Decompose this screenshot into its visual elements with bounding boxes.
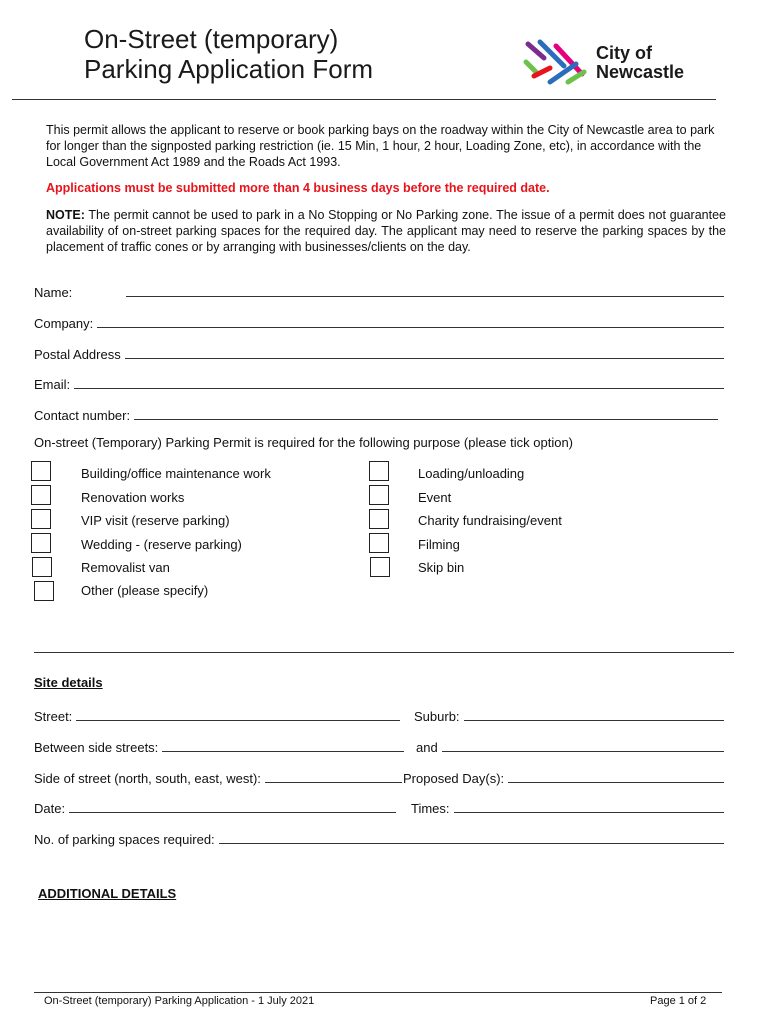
and-row	[416, 737, 724, 755]
title-line-2: Parking Application Form	[84, 54, 374, 84]
postal-row	[34, 344, 724, 362]
contact-row	[34, 405, 718, 423]
checkbox-event[interactable]	[369, 485, 389, 505]
header-divider	[12, 99, 716, 100]
checkbox-other[interactable]	[34, 581, 54, 601]
days-row	[403, 768, 724, 786]
spaces-label: No. of parking spaces required:	[34, 832, 215, 847]
intro-paragraph: This permit allows the applicant to reserve or book parking bays on the roadway within the City of Newcastle area to park for longer than the signposted parking restriction (ie. 15 Min, 1 hour, 2 hour, Loading Zone, etc), in accordance with the Local Government Act 1989 and the Roads Act 1993.	[46, 123, 715, 169]
option-wedding: Wedding - (reserve parking)	[81, 537, 242, 552]
side-field[interactable]	[265, 770, 402, 783]
note-label: NOTE:	[46, 208, 85, 222]
days-field[interactable]	[508, 770, 724, 783]
contact-field[interactable]	[134, 407, 718, 420]
street-row	[34, 706, 400, 724]
option-skip-bin: Skip bin	[418, 560, 465, 575]
submission-warning: Applications must be submitted more than 4 business days before the required date.	[46, 181, 550, 195]
suburb-row	[414, 706, 724, 724]
option-filming: Filming	[418, 537, 460, 552]
name-row	[34, 282, 724, 300]
side-label: Side of street (north, south, east, west):	[34, 771, 261, 786]
option-vip-visit: VIP visit (reserve parking)	[81, 513, 230, 528]
between-field[interactable]	[162, 739, 404, 752]
footer-document-title: On-Street (temporary) Parking Application - 1 July 2021	[44, 995, 315, 1007]
suburb-field[interactable]	[464, 708, 724, 721]
company-label: Company:	[34, 316, 94, 331]
spaces-field[interactable]	[219, 831, 724, 844]
site-details-heading: Site details	[34, 675, 103, 690]
note-paragraph	[46, 207, 726, 255]
between-label: Between side streets:	[34, 740, 159, 755]
checkbox-renovation[interactable]	[31, 485, 51, 505]
times-label: Times:	[411, 801, 450, 816]
company-row	[34, 313, 724, 331]
logo-line-2: Newcastle	[596, 62, 685, 82]
option-building-maintenance: Building/office maintenance work	[81, 466, 271, 481]
suburb-label: Suburb:	[414, 709, 460, 724]
option-charity: Charity fundraising/event	[418, 513, 562, 528]
company-field[interactable]	[97, 315, 724, 328]
section-divider	[34, 652, 734, 653]
name-field[interactable]	[126, 284, 724, 297]
times-field[interactable]	[454, 800, 724, 813]
date-field[interactable]	[69, 800, 396, 813]
between-row	[34, 737, 404, 755]
postal-field[interactable]	[125, 346, 724, 359]
name-label: Name:	[34, 285, 73, 300]
and-label: and	[416, 740, 438, 755]
page-title	[84, 24, 373, 84]
option-event: Event	[418, 490, 452, 505]
postal-label: Postal Address	[34, 347, 121, 362]
email-label: Email:	[34, 377, 71, 392]
checkbox-vip-visit[interactable]	[31, 509, 51, 529]
logo-line-1: City of	[596, 43, 652, 63]
option-renovation: Renovation works	[81, 490, 185, 505]
date-row	[34, 798, 396, 816]
note-text: The permit cannot be used to park in a No Stopping or No Parking zone. The issue of a permit does not guarantee availability of on-street parking spaces for the required day. The applicant may need to reserve the parking spaces by the placement of traffic cones or by arranging with businesses/clients on the day.	[46, 208, 726, 254]
days-label: Proposed Day(s):	[403, 771, 505, 786]
option-other: Other (please specify)	[81, 583, 209, 598]
checkbox-wedding[interactable]	[31, 533, 51, 553]
footer-divider	[34, 992, 722, 993]
checkbox-charity[interactable]	[369, 509, 389, 529]
contact-label: Contact number:	[34, 408, 131, 423]
checkbox-building-maintenance[interactable]	[31, 461, 51, 481]
email-field[interactable]	[74, 376, 724, 389]
title-line-1: On-Street (temporary)	[84, 24, 339, 54]
purpose-question: On-street (Temporary) Parking Permit is required for the following purpose (please tick option)	[34, 435, 574, 450]
and-field[interactable]	[442, 739, 724, 752]
checkbox-removalist[interactable]	[32, 557, 52, 577]
side-row	[34, 768, 402, 786]
option-removalist: Removalist van	[81, 560, 170, 575]
logo-wordmark	[596, 44, 684, 82]
street-label: Street:	[34, 709, 73, 724]
date-label: Date:	[34, 801, 66, 816]
option-loading: Loading/unloading	[418, 466, 525, 481]
street-field[interactable]	[76, 708, 400, 721]
times-row	[411, 798, 724, 816]
checkbox-filming[interactable]	[369, 533, 389, 553]
checkbox-skip-bin[interactable]	[370, 557, 390, 577]
checkbox-loading[interactable]	[369, 461, 389, 481]
additional-details-heading: ADDITIONAL DETAILS	[38, 886, 177, 901]
spaces-row	[34, 829, 724, 847]
footer-page-number: Page 1 of 2	[650, 995, 707, 1007]
email-row	[34, 374, 724, 392]
